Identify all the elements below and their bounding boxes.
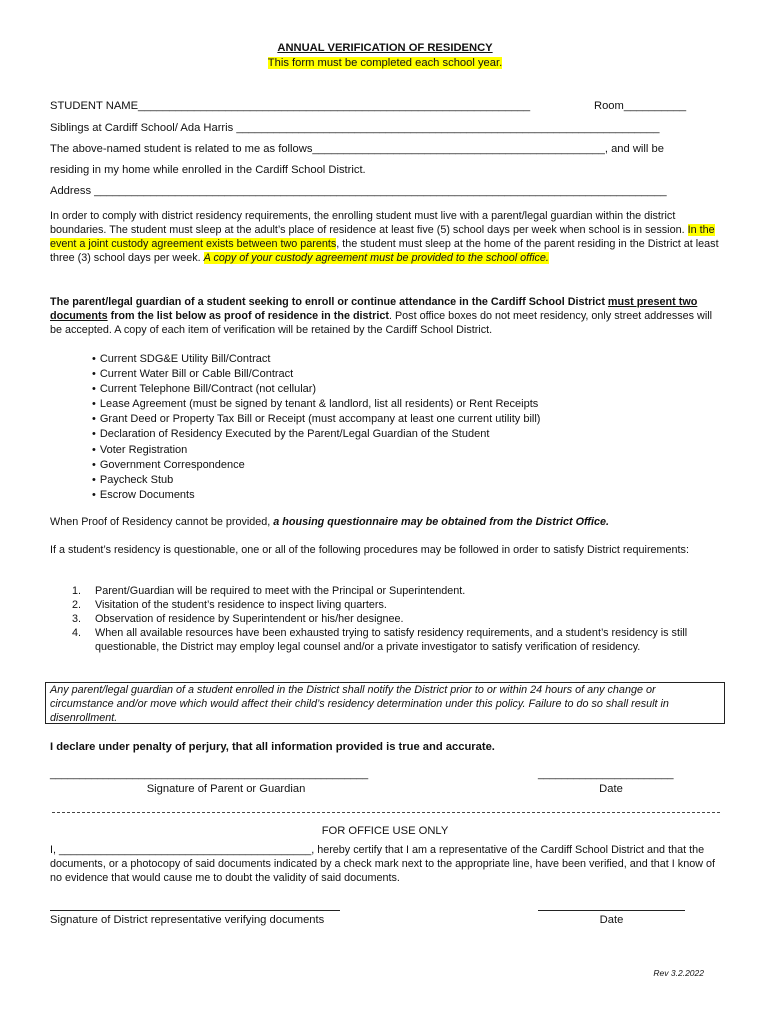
step-text: When all available resources have been exhausted trying to satisfy residency requirements, and a student’s residency is still questionable, the District may employ legal counsel and/or a private investigator to satisfy verification of residency. — [95, 627, 688, 654]
two-documents-emphasis: must present two documents — [50, 296, 698, 322]
list-item: • Grant Deed or Property Tax Bill or Receipt (must accompany at least one current utility bill) — [92, 412, 540, 427]
parent-date-line[interactable]: _______________________ — [538, 768, 674, 780]
address-field[interactable]: Address ____________________________________________________________________________________________ — [50, 185, 667, 197]
housing-questionnaire-paragraph — [50, 516, 724, 530]
custody-agreement-highlight: A copy of your custody agreement must be provided to the school office. — [203, 251, 549, 264]
revision-label: Rev 3.2.2022 — [653, 968, 704, 978]
list-item — [72, 598, 722, 612]
room-field[interactable]: Room__________ — [594, 100, 687, 112]
list-item — [72, 612, 722, 626]
district-date-line[interactable] — [538, 910, 685, 911]
p2-text-c: from the list below as proof of residence in the district — [107, 309, 389, 322]
p2-text-a: The parent/legal guardian of a student seeking to enroll or continue attendance in the Cardiff School District — [50, 296, 608, 308]
list-item: • Current SDG&E Utility Bill/Contract — [92, 352, 540, 367]
list-item: • Voter Registration — [92, 443, 540, 458]
accepted-documents-list — [92, 352, 540, 503]
step-text: Visitation of the student’s residence to inspect living quarters. — [95, 599, 387, 612]
student-name-field[interactable]: STUDENT NAME_______________________________________________________________ — [50, 100, 531, 112]
parent-signature-line[interactable]: ______________________________________________________ — [50, 768, 369, 780]
step-text: Parent/Guardian will be required to meet with the Principal or Superintendent. — [95, 585, 466, 597]
list-item — [72, 584, 722, 598]
p1-text-c: , the student must sleep at the home of the parent residing in the District at least three (3) school days per week. — [50, 237, 719, 264]
form-subtitle — [0, 56, 770, 70]
p3-text-a: When Proof of Residency cannot be provided, — [50, 516, 274, 528]
step-number: 2. — [72, 599, 82, 612]
p1-text-a: In order to comply with district residency requirements, the enrolling student must live with a parent/legal guardian within the district boundaries. The student must sleep at the adult’s place of residence at least five (5) school days per week when school is in session. — [50, 210, 688, 236]
step-number: 3. — [72, 613, 82, 626]
district-signature-line[interactable] — [50, 910, 340, 911]
district-signature-label: Signature of District representative verifying documents — [50, 914, 325, 926]
office-use-divider — [52, 812, 720, 813]
list-item: • Lease Agreement (must be signed by tenant & landlord, list all residents) or Rent Receipts — [92, 397, 540, 412]
list-item: • Paycheck Stub — [92, 473, 540, 488]
housing-questionnaire-emphasis: a housing questionnaire may be obtained from the District Office. — [273, 516, 610, 528]
representative-certification[interactable]: I, __________________________________________, hereby certify that I am a representative of the Cardiff School District and that the documents, or a photocopy of said documents indicated by a check mark next to the appropriate line, have been verified, and that I know of no evidence that would cause me to doubt the validity of said documents. — [50, 844, 716, 884]
step-text: Observation of residence by Superintendent or his/her designee. — [95, 613, 404, 626]
residing-statement: residing in my home while enrolled in the Cardiff School District. — [50, 164, 366, 176]
office-use-heading: FOR OFFICE USE ONLY — [321, 825, 449, 837]
list-item — [72, 626, 722, 654]
parent-date-label: Date — [599, 783, 623, 795]
step-number: 4. — [72, 627, 82, 640]
relationship-field[interactable]: The above-named student is related to me as follows_______________________________________________, and will be — [50, 143, 664, 155]
form-title: ANNUAL VERIFICATION OF RESIDENCY — [277, 42, 493, 54]
perjury-declaration: I declare under penalty of perjury, that all information provided is true and accurate. — [50, 741, 495, 753]
district-date-label: Date — [599, 914, 624, 926]
list-item: • Current Water Bill or Cable Bill/Contract — [92, 367, 540, 382]
notification-notice-box: Any parent/legal guardian of a student enrolled in the District shall notify the District prior to or within 24 hours of any change or circumstance and/or move which would affect their child’s residency determination under this policy. Failure to do so shall result in disenrollment. — [45, 682, 725, 724]
list-item: • Declaration of Residency Executed by the Parent/Legal Guardian of the Student — [92, 427, 540, 442]
step-number: 1. — [72, 585, 82, 597]
p2-text-d: . Post office boxes do not meet residency, only street addresses will be accepted. A copy of each item of verification will be retained by the Cardiff School District. — [50, 309, 713, 336]
residency-requirements-paragraph — [50, 210, 724, 266]
list-item: • Escrow Documents — [92, 488, 540, 503]
joint-custody-highlight: In the event a joint custody agreement exists between two parents — [50, 223, 715, 250]
subtitle-highlight: This form must be completed each school year. — [267, 57, 503, 69]
proof-requirements-paragraph — [50, 296, 724, 338]
parent-signature-label: Signature of Parent or Guardian — [146, 783, 306, 795]
questionable-residency-paragraph: If a student’s residency is questionable, one or all of the following procedures may be followed in order to satisfy District requirements: — [50, 544, 689, 556]
siblings-field[interactable]: Siblings at Cardiff School/ Ada Harris ____________________________________________________________________ — [50, 122, 660, 134]
list-item: • Current Telephone Bill/Contract (not cellular) — [92, 382, 540, 397]
procedures-list — [72, 584, 722, 654]
list-item: • Government Correspondence — [92, 458, 540, 473]
